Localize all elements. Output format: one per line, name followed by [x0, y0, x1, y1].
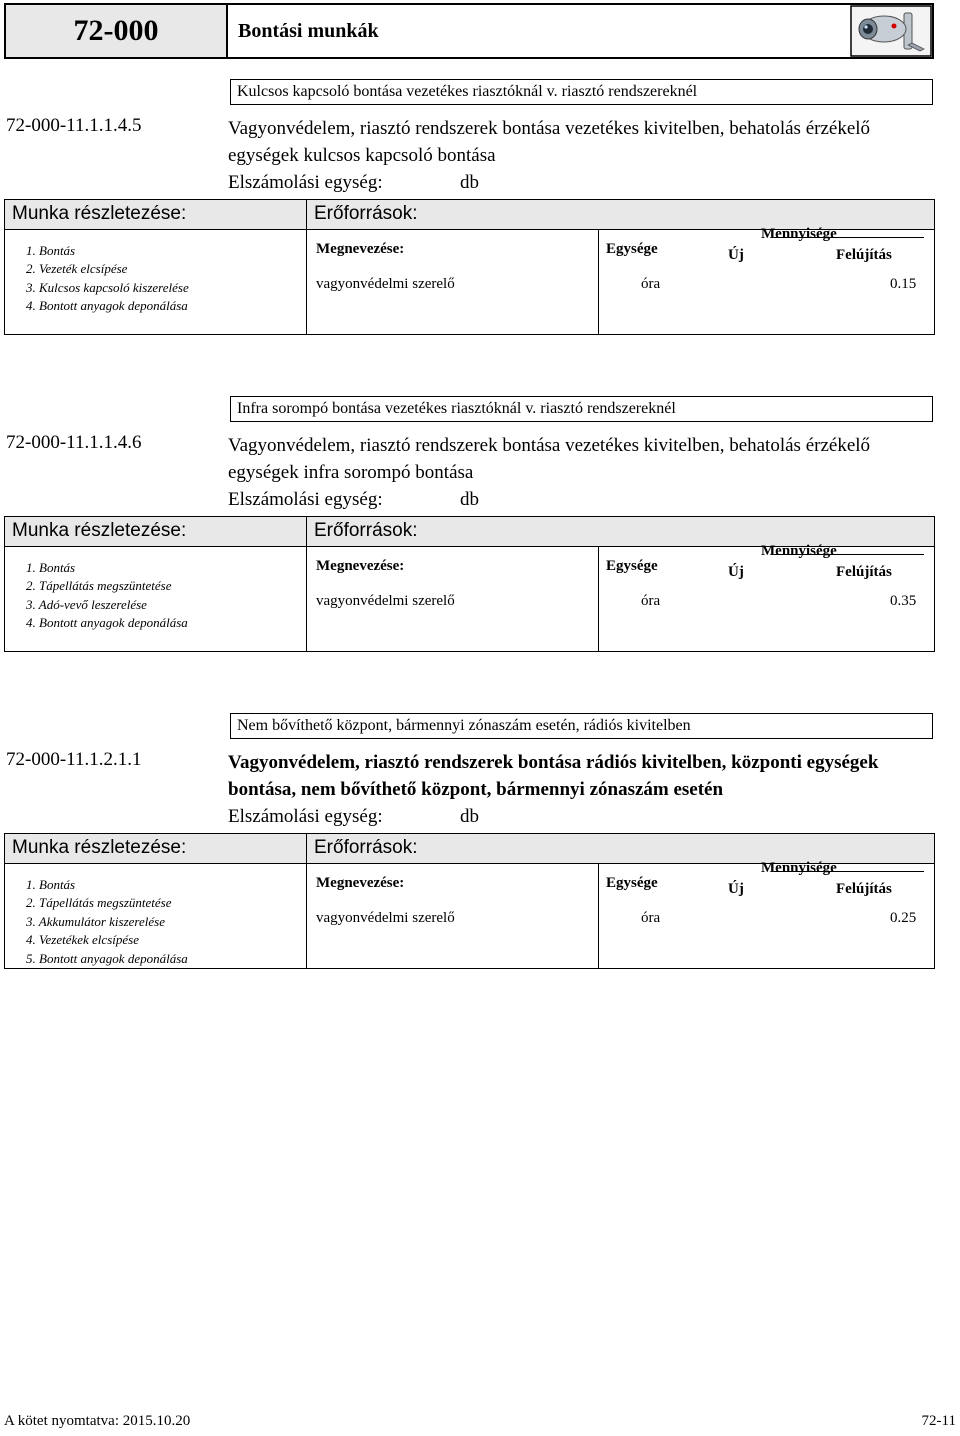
col-new-header: Új [728, 247, 744, 263]
quantity-divider [774, 554, 924, 555]
resource-name: vagyonvédelmi szerelő [316, 593, 455, 609]
quantity-divider [774, 237, 924, 238]
work-resources-table [4, 833, 935, 969]
item-code: 72-000-11.1.2.1.1 [6, 749, 142, 770]
resource-renovation-value: 0.25 [890, 910, 917, 926]
item-subtitle: Infra sorompó bontása vezetékes riasztóknál v. riasztó rendszereknél [230, 396, 933, 422]
col-quantity-header: Mennyisége [761, 226, 837, 242]
security-camera-icon [850, 5, 932, 57]
column-divider [598, 864, 599, 968]
resource-unit: óra [641, 593, 661, 609]
work-details-heading: Munka részletezése: [12, 837, 187, 858]
work-step: 4. Bontott anyagok deponálása [26, 615, 188, 631]
item-code: 72-000-11.1.1.4.5 [6, 115, 142, 136]
item-subtitle: Nem bővíthető központ, bármennyi zónaszám esetén, rádiós kivitelben [230, 713, 933, 739]
resources-heading: Erőforrások: [314, 203, 418, 224]
work-step: 3. Kulcsos kapcsoló kiszerelése [26, 279, 189, 295]
col-quantity-header: Mennyisége [761, 543, 837, 559]
item-3 [0, 713, 960, 1013]
unit-label: Elszámolási egység: [228, 489, 383, 510]
resources-heading: Erőforrások: [314, 837, 418, 858]
work-step: 4. Bontott anyagok deponálása [26, 298, 188, 314]
work-step: 3. Adó-vevő leszerelése [26, 596, 147, 612]
work-resources-table [4, 516, 935, 652]
col-new-header: Új [728, 881, 744, 897]
work-step: 1. Bontás [26, 243, 76, 258]
item-title: Vagyonvédelem, riasztó rendszerek bontása rádiós kivitelben, központi egységek bontása, nem bővíthető központ, bármennyi zónaszám esetén [228, 752, 879, 800]
item-title: Vagyonvédelem, riasztó rendszerek bontása vezetékes kivitelben, behatolás érzékelő egységek kulcsos kapcsoló bontása [228, 118, 871, 166]
work-step: 5. Bontott anyagok deponálása [26, 950, 188, 966]
col-name-header: Megnevezése: [316, 558, 405, 574]
item-subtitle: Kulcsos kapcsoló bontása vezetékes riasztóknál v. riasztó rendszereknél [230, 79, 933, 105]
col-renovation-header: Felújítás [836, 564, 892, 580]
col-quantity-header: Mennyisége [761, 860, 837, 876]
column-divider [306, 200, 307, 334]
unit-label: Elszámolási egység: [228, 172, 383, 193]
col-renovation-header: Felújítás [836, 881, 892, 897]
work-step: 2. Vezeték elcsípése [26, 261, 128, 277]
col-unit-header: Egysége [606, 558, 658, 574]
quantity-divider [774, 871, 924, 872]
col-name-header: Megnevezése: [316, 241, 405, 257]
work-step: 4. Vezetékek elcsípése [26, 932, 139, 948]
col-unit-header: Egysége [606, 241, 658, 257]
work-step: 2. Tápellátás megszüntetése [26, 895, 172, 911]
item-2 [0, 396, 960, 696]
col-renovation-header: Felújítás [836, 247, 892, 263]
item-1 [0, 79, 960, 379]
resources-heading: Erőforrások: [314, 520, 418, 541]
print-date: A kötet nyomtatva: 2015.10.20 [4, 1413, 191, 1429]
work-step: 3. Akkumulátor kiszerelése [26, 913, 165, 929]
work-resources-table [4, 199, 935, 335]
page-number: 72-11 [921, 1413, 956, 1429]
work-steps-list [26, 876, 188, 968]
column-divider [306, 517, 307, 651]
column-divider [306, 834, 307, 968]
resource-unit: óra [641, 910, 661, 926]
resource-unit: óra [641, 276, 661, 292]
unit-value: db [460, 806, 479, 827]
resource-name: vagyonvédelmi szerelő [316, 276, 455, 292]
col-name-header: Megnevezése: [316, 875, 405, 891]
work-details-heading: Munka részletezése: [12, 520, 187, 541]
column-divider [598, 547, 599, 651]
col-new-header: Új [728, 564, 744, 580]
resource-renovation-value: 0.15 [890, 276, 917, 292]
item-code: 72-000-11.1.1.4.6 [6, 432, 142, 453]
col-unit-header: Egysége [606, 875, 658, 891]
chapter-title: Bontási munkák [228, 3, 934, 59]
chapter-code: 72-000 [4, 3, 228, 59]
work-step: 2. Tápellátás megszüntetése [26, 578, 172, 594]
item-title: Vagyonvédelem, riasztó rendszerek bontása vezetékes kivitelben, behatolás érzékelő egységek infra sorompó bontása [228, 435, 871, 483]
unit-label: Elszámolási egység: [228, 806, 383, 827]
unit-value: db [460, 489, 479, 510]
work-steps-list [26, 559, 188, 633]
resource-name: vagyonvédelmi szerelő [316, 910, 455, 926]
work-steps-list [26, 242, 189, 316]
column-divider [598, 230, 599, 334]
work-step: 1. Bontás [26, 877, 76, 892]
work-step: 1. Bontás [26, 560, 76, 575]
unit-value: db [460, 172, 479, 193]
resource-renovation-value: 0.35 [890, 593, 917, 609]
work-details-heading: Munka részletezése: [12, 203, 187, 224]
